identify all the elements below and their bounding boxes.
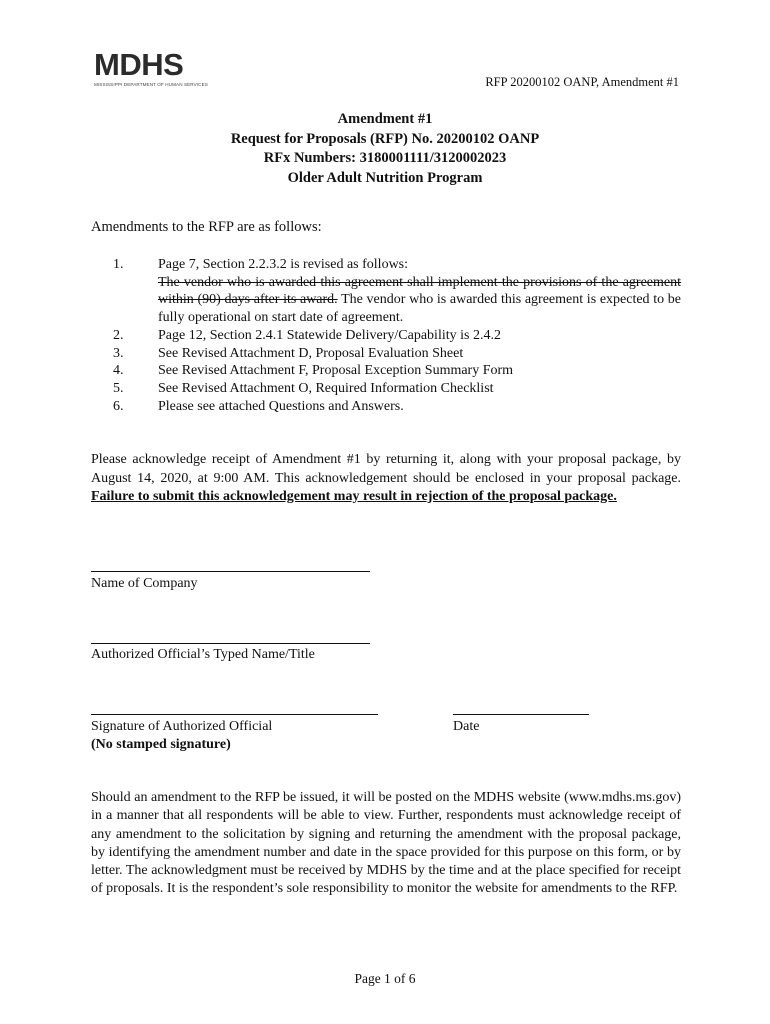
official-name-label: Authorized Official’s Typed Name/Title <box>91 647 315 662</box>
struck-text: The vendor who is awarded this agreement shall implement the provisions of the agreement within (90) days after its award. <box>158 274 681 308</box>
title-line-amendment: Amendment #1 <box>337 111 433 127</box>
acknowledgement-warning: Failure to submit this acknowledgement may result in rejection of the proposal package. <box>91 489 617 504</box>
list-item <box>91 398 681 416</box>
signature-line[interactable] <box>91 714 378 715</box>
title-line-program: Older Adult Nutrition Program <box>287 169 483 186</box>
logo-wordmark: MDHS <box>94 47 184 82</box>
list-item-number: 1. <box>113 257 124 272</box>
acknowledgement-paragraph <box>91 451 681 507</box>
logo-tagline: MISSISSIPPI DEPARTMENT OF HUMAN SERVICES <box>94 82 208 87</box>
list-item-number: 2. <box>113 327 124 343</box>
replacement-text: The vendor who is awarded this agreement is expected to be fully operational on start date of agreement. <box>158 292 681 326</box>
company-name-line[interactable] <box>91 571 370 572</box>
signature-label: Signature of Authorized Official <box>91 719 273 734</box>
list-item <box>91 327 681 345</box>
list-item-text: See Revised Attachment O, Required Information Checklist <box>158 380 494 396</box>
list-item-number: 6. <box>113 398 124 414</box>
list-item-number: 3. <box>113 345 124 361</box>
list-item-number: 4. <box>113 363 124 379</box>
signature-note: (No stamped signature) <box>91 737 231 752</box>
title-line-rfx: RFx Numbers: 3180001111/3120002023 <box>263 150 507 166</box>
list-item-text: See Revised Attachment D, Proposal Evaluation Sheet <box>158 345 464 361</box>
amendments-list <box>91 256 681 415</box>
list-item-number: 5. <box>113 380 124 396</box>
amendments-intro: Amendments to the RFP are as follows: <box>91 219 322 235</box>
list-item <box>91 256 681 327</box>
list-item <box>91 362 681 380</box>
company-name-label: Name of Company <box>91 576 198 591</box>
list-item <box>91 380 681 398</box>
acknowledgement-text: Please acknowledge receipt of Amendment #1 by returning it, along with your proposal package, by August 14, 2020, at 9:00 AM. This acknowledgement should be enclosed in your proposal package. <box>91 452 681 486</box>
amendment-notice: Should an amendment to the RFP be issued, it will be posted on the MDHS website (www.mdhs.ms.gov) in a manner that all respondents will be able to view. Further, respondents must acknowledge receipt of any amendment to the solicitation by signing and returning the amendment with the proposal package, by identifying the amendment number and date in the space provided for this purpose on this form, or by letter. The acknowledgment must be received by MDHS by the time and at the place specified for receipt of proposals. It is the respondent’s sole responsibility to monitor the website for amendments to the RFP. <box>91 790 681 897</box>
list-item-text <box>158 256 681 327</box>
mdhs-logo <box>94 47 208 87</box>
title-line-rfp: Request for Proposals (RFP) No. 20200102 OANP <box>230 130 540 147</box>
list-item-text: Page 12, Section 2.4.1 Statewide Delivery/Capability is 2.4.2 <box>158 327 501 343</box>
header-reference: RFP 20200102 OANP, Amendment #1 <box>485 75 679 89</box>
list-item-text: See Revised Attachment F, Proposal Exception Summary Form <box>158 363 514 379</box>
list-item-text: Please see attached Questions and Answers. <box>158 398 404 414</box>
amendment-1-heading: Page 7, Section 2.2.3.2 is revised as follows: <box>158 257 409 272</box>
list-item <box>91 345 681 363</box>
date-label: Date <box>453 719 480 734</box>
official-name-line[interactable] <box>91 643 370 644</box>
date-line[interactable] <box>453 714 589 715</box>
page-number: Page 1 of 6 <box>354 971 416 986</box>
document-title <box>0 110 770 188</box>
